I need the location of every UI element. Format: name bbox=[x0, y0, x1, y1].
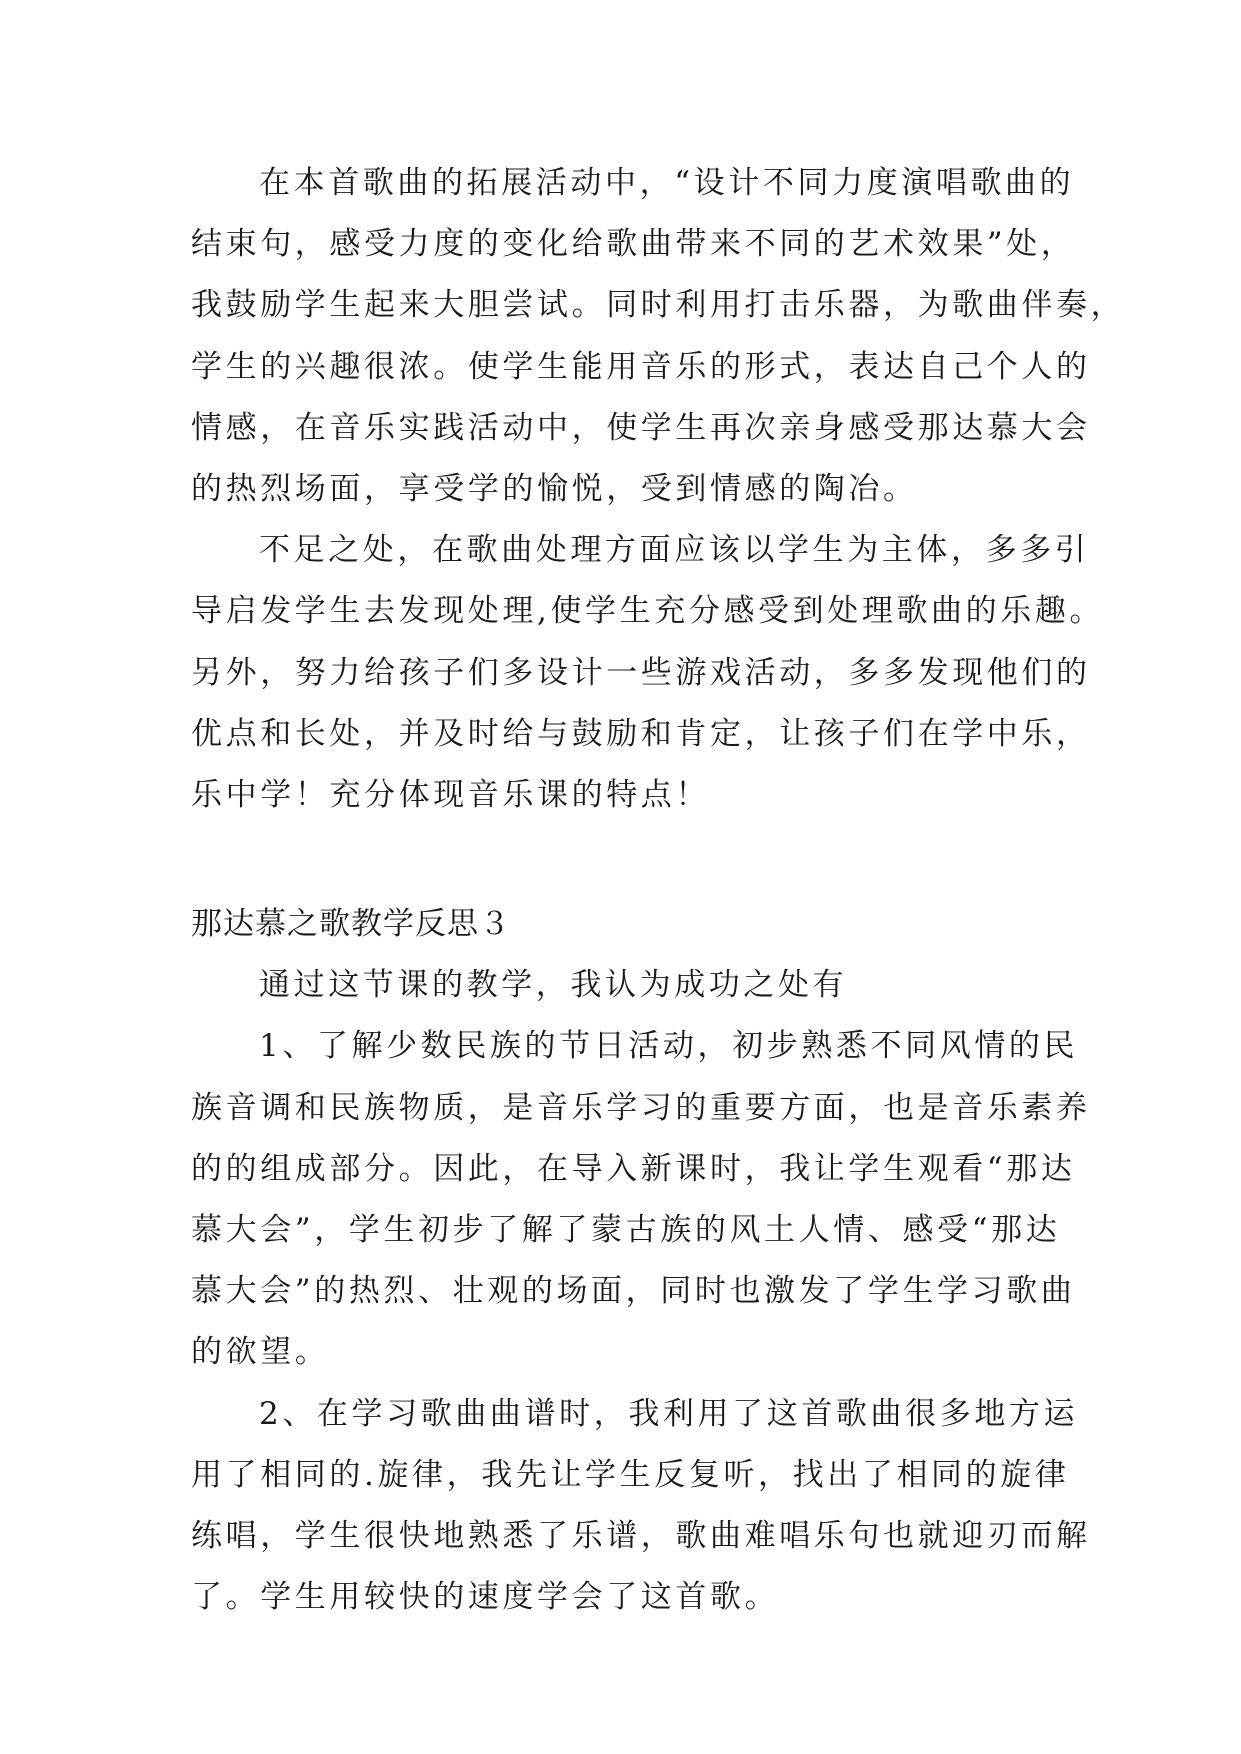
text-line: 优点和长处，并及时给与鼓励和肯定，让孩子们在学中乐， bbox=[191, 715, 1091, 752]
list-item-2 bbox=[191, 1384, 1091, 1629]
text-line: 不足之处，在歌曲处理方面应该以学生为主体，多多引 bbox=[259, 532, 1090, 569]
text-line: 情感，在音乐实践活动中，使学生再次亲身感受那达慕大会 bbox=[191, 409, 1091, 446]
text-line: 学生的兴趣很浓。使学生能用音乐的形式，表达自己个人的 bbox=[191, 348, 1091, 385]
text-line: 结束句，感受力度的变化给歌曲带来不同的艺术效果”处， bbox=[191, 226, 1076, 263]
text-line: 练唱，学生很快地熟悉了乐谱，歌曲难唱乐句也就迎刃而解 bbox=[191, 1517, 1091, 1554]
text-line: 族音调和民族物质，是音乐学习的重要方面，也是音乐素养 bbox=[191, 1089, 1091, 1126]
text-line: 2、在学习歌曲曲谱时，我利用了这首歌曲很多地方运 bbox=[259, 1395, 1079, 1432]
text-line: 的热烈场面，享受学的愉悦，受到情感的陶冶。 bbox=[191, 470, 918, 507]
text-line: 的欲望。 bbox=[191, 1334, 330, 1371]
text-line: 慕大会”的热烈、壮观的场面，同时也激发了学生学习歌曲 bbox=[191, 1273, 1076, 1310]
text-line: 慕大会”，学生初步了解了蒙古族的风土人情、感受“那达 bbox=[191, 1212, 1061, 1248]
text-line: 导启发学生去发现处理,使学生充分感受到处理歌曲的乐趣。 bbox=[191, 593, 1105, 630]
text-line: 的的组成部分。因此，在导入新课时，我让学生观看“那达 bbox=[191, 1150, 1076, 1187]
text-line: 了。学生用较快的速度学会了这首歌。 bbox=[191, 1579, 780, 1616]
list-item-1 bbox=[191, 1016, 1091, 1383]
section-heading: 那达慕之歌教学反思３ bbox=[191, 906, 511, 943]
document-body bbox=[191, 153, 1126, 1628]
text-line: 另外，努力给孩子们多设计一些游戏活动，多多发现他们的 bbox=[191, 654, 1091, 691]
text-line: 乐中学！充分体现音乐课的特点！ bbox=[191, 776, 710, 813]
text-line: 1、了解少数民族的节日活动，初步熟悉不同风情的民 bbox=[259, 1028, 1079, 1065]
text-line: 在本首歌曲的拓展活动中，“设计不同力度演唱歌曲的 bbox=[259, 165, 1075, 201]
paragraph-extension-activity bbox=[191, 153, 1126, 520]
section-spacer bbox=[191, 826, 1061, 894]
intro-line: 通过这节课的教学，我认为成功之处有 bbox=[259, 967, 848, 1004]
text-line: 用了相同的.旋律，我先让学生反复听，找出了相同的旋律 bbox=[191, 1456, 1070, 1493]
paragraph-shortcomings bbox=[191, 520, 1105, 826]
text-line: 我鼓励学生起来大胆尝试。同时利用打击乐器，为歌曲伴奏， bbox=[191, 287, 1126, 324]
